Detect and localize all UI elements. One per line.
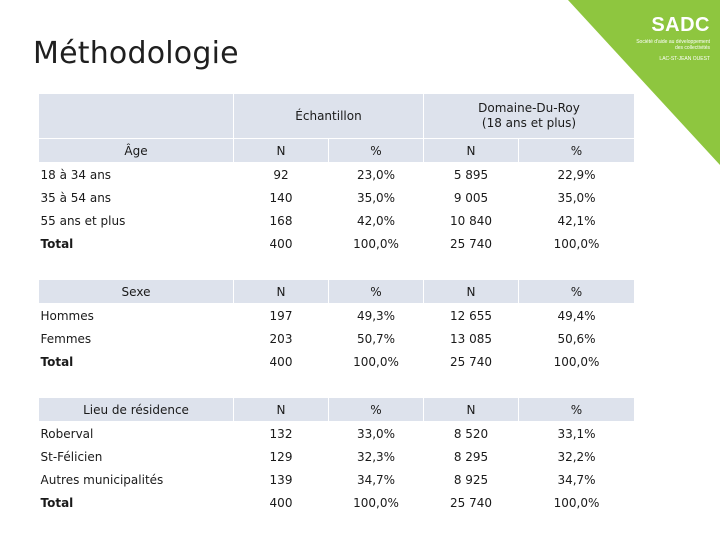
cell-pop-n: 8 925: [453, 472, 489, 487]
cell-pop-pct: 100,0%: [553, 236, 600, 251]
cell-pop-n: 12 655: [450, 308, 492, 323]
cell-pop-pct: 35,0%: [557, 190, 596, 205]
row-label: 55 ans et plus: [40, 213, 126, 228]
cell-pop-pct: 100,0%: [553, 495, 600, 510]
methodology-table: [38, 93, 635, 514]
cell-pop-pct: 32,2%: [557, 449, 596, 464]
table-row: [39, 209, 635, 232]
cell-n: 140: [269, 190, 293, 205]
col-n: N: [234, 139, 329, 163]
cell-pct: 49,3%: [356, 308, 396, 323]
cell-n: 132: [269, 426, 293, 441]
sex-section-label: Sexe: [39, 280, 234, 304]
table-row: [39, 468, 635, 491]
spacer-row: [39, 255, 635, 280]
table-row: [39, 422, 635, 446]
col-pct: %: [329, 139, 424, 163]
cell-pop-n: 9 005: [453, 190, 489, 205]
table-row: [39, 327, 635, 350]
total-row: [39, 350, 635, 373]
table-row: [39, 304, 635, 328]
cell-pct: 23,0%: [356, 167, 396, 182]
total-row: [39, 491, 635, 514]
cell-n: 203: [269, 331, 293, 346]
cell-n: 400: [269, 354, 293, 369]
cell-pop-pct: 34,7%: [557, 472, 596, 487]
cell-pct: 50,7%: [356, 331, 396, 346]
cell-pct: 100,0%: [353, 354, 399, 369]
header-row: [39, 94, 635, 139]
row-label: Hommes: [40, 308, 94, 323]
spacer-row: [39, 373, 635, 398]
logo-subtitle: Société d'aide au développement des collectivités: [636, 39, 710, 51]
row-label: Autres municipalités: [40, 472, 164, 487]
cell-pop-n: 5 895: [453, 167, 489, 182]
cell-pct: 32,3%: [356, 449, 396, 464]
cell-pct: 100,0%: [353, 236, 399, 251]
col-pct: %: [329, 398, 424, 422]
cell-pct: 35,0%: [356, 190, 396, 205]
row-label: 35 à 54 ans: [40, 190, 112, 205]
table-row: [39, 163, 635, 187]
cell-n: 129: [269, 449, 293, 464]
table-row: [39, 186, 635, 209]
age-section-label: Âge: [39, 139, 234, 163]
cell-pct: 33,0%: [356, 426, 396, 441]
cell-pop-pct: 100,0%: [553, 354, 600, 369]
col-n: N: [234, 398, 329, 422]
col-pop-n: N: [424, 139, 519, 163]
table-row: [39, 445, 635, 468]
col-pct: %: [329, 280, 424, 304]
col-pop-n: N: [424, 398, 519, 422]
col-n: N: [234, 280, 329, 304]
total-row: [39, 232, 635, 255]
cell-pop-n: 25 740: [450, 236, 492, 251]
sample-header: Échantillon: [234, 94, 424, 139]
logo-region: LAC-ST-JEAN OUEST: [659, 56, 710, 62]
age-columns-row: [39, 139, 635, 163]
cell-pop-pct: 49,4%: [557, 308, 596, 323]
col-pop-pct: %: [519, 398, 635, 422]
cell-n: 400: [269, 236, 293, 251]
cell-pop-pct: 42,1%: [557, 213, 596, 228]
sadc-logo: [630, 14, 710, 62]
row-label: Total: [40, 236, 74, 251]
cell-n: 139: [269, 472, 293, 487]
cell-n: 168: [269, 213, 293, 228]
cell-pop-n: 8 295: [453, 449, 489, 464]
col-pop-n: N: [424, 280, 519, 304]
cell-n: 197: [269, 308, 293, 323]
residence-section-label: Lieu de résidence: [39, 398, 234, 422]
cell-pop-n: 8 520: [453, 426, 489, 441]
cell-pct: 42,0%: [356, 213, 396, 228]
cell-n: 92: [273, 167, 289, 182]
cell-pop-pct: 50,6%: [557, 331, 596, 346]
row-label: Roberval: [40, 426, 94, 441]
residence-columns-row: [39, 398, 635, 422]
cell-pop-n: 25 740: [450, 495, 492, 510]
row-label: Femmes: [40, 331, 92, 346]
row-label: 18 à 34 ans: [40, 167, 112, 182]
cell-pop-n: 13 085: [450, 331, 492, 346]
header-empty-cell: [39, 94, 234, 139]
cell-pop-pct: 22,9%: [557, 167, 596, 182]
page-title: Méthodologie: [33, 36, 239, 71]
col-pop-pct: %: [519, 139, 635, 163]
cell-pop-pct: 33,1%: [557, 426, 596, 441]
cell-pct: 34,7%: [356, 472, 396, 487]
row-label: Total: [40, 354, 74, 369]
row-label: Total: [40, 495, 74, 510]
cell-pct: 100,0%: [353, 495, 399, 510]
cell-n: 400: [269, 495, 293, 510]
logo-brand: SADC: [651, 14, 710, 36]
row-label: St-Félicien: [40, 449, 103, 464]
cell-pop-n: 10 840: [450, 213, 492, 228]
col-pop-pct: %: [519, 280, 635, 304]
cell-pop-n: 25 740: [450, 354, 492, 369]
region-header: Domaine-Du-Roy (18 ans et plus): [424, 94, 635, 139]
sex-columns-row: [39, 280, 635, 304]
